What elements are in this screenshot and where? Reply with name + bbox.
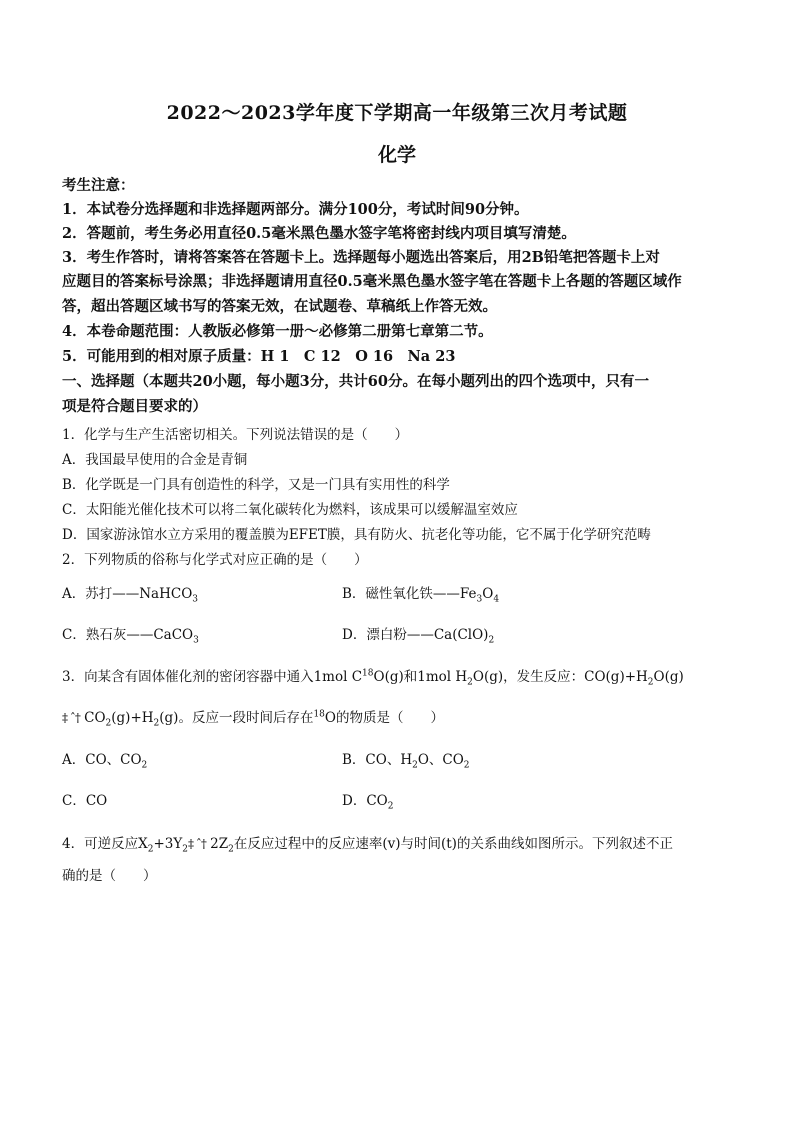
notice-item-5: 5．可能用到的相对原子质量：H 1 C 12 O 16 Na 23 xyxy=(62,348,456,365)
q4-stem-line2: 确的是（ ） xyxy=(62,868,157,884)
q2-option-d: D．漂白粉$——Ca(ClO)_2$ xyxy=(342,627,495,646)
reversible-arrow-icon: ‡ ˆ† xyxy=(62,711,80,725)
notice-item-2: 2．答题前，考生务必用直径0.5毫米黑色墨水签字笔将密封线内项目填写清楚。 xyxy=(62,225,576,242)
q3-stem-line1: 3．向某含有固体催化剂的密闭容器中通入1mol $C^{18}O(g)$和1mol $H_2O(g)$，发生反应：$CO(g)+H_2O(g)$ xyxy=(62,668,684,688)
reversible-arrow-icon: ‡ ˆ† xyxy=(188,837,206,851)
q2-stem: 2．下列物质的俗称与化学式对应正确的是（ ） xyxy=(62,552,368,568)
notice-header: 考生注意： xyxy=(62,177,135,194)
q2-option-c: C．熟石灰——CaCO$_3$ xyxy=(62,627,199,646)
q2-option-a: A．苏打——NaHCO$_3$ xyxy=(62,586,199,605)
section-heading: 一、选择题（本题共20小题，每小题3分，共计60分。在每小题列出的四个选项中，只有一 xyxy=(62,373,649,390)
q2-option-b: B．磁性氧化铁$——Fe_3O_4$ xyxy=(342,586,500,605)
q1-option-d: D．国家游泳馆水立方采用的覆盖膜为EFET膜，具有防火、抗老化等功能，它不属于化学研究范畴 xyxy=(62,527,651,543)
q3-option-a: A．CO、$CO_2$ xyxy=(62,752,148,771)
notice-item-4: 4．本卷命题范围：人教版必修第一册～必修第二册第七章第二节。 xyxy=(62,323,493,340)
q3-option-d: D．$CO_2$ xyxy=(342,793,394,812)
exam-subject: 化学 xyxy=(377,144,416,166)
q3-option-b: B．CO、$H_2O$、$CO_2$ xyxy=(342,752,470,771)
notice-item-3-cont-1: 应题目的答案标号涂黑；非选择题请用直径0.5毫米黑色墨水签字笔在答题卡上各题的答题区域作 xyxy=(62,273,682,290)
q4-stem-line1: 4．可逆反应$X_2+3Y_2\ddagger$ ˆ† $2Z_2$在反应过程中的反应速率(v)与时间(t)的关系曲线如图所示。下列叙述不正 xyxy=(62,836,673,855)
q1-option-a: A．我国最早使用的合金是青铜 xyxy=(62,452,248,468)
exam-title: 2022～2023学年度下学期高一年级第三次月考试题 xyxy=(166,102,628,124)
q3-stem-line2: ‡ ˆ† $CO_2(g)+H_2(g)$。反应一段时间后存在$^{18}$O的物质是（ ） xyxy=(62,709,444,729)
q3-option-c: C．CO xyxy=(62,793,108,809)
notice-item-1: 1．本试卷分选择题和非选择题两部分。满分100分，考试时间90分钟。 xyxy=(62,201,529,218)
q1-option-c: C．太阳能光催化技术可以将二氧化碳转化为燃料，该成果可以缓解温室效应 xyxy=(62,502,518,518)
q1-option-b: B．化学既是一门具有创造性的科学，又是一门具有实用性的科学 xyxy=(62,477,450,493)
notice-item-3: 3．考生作答时，请将答案答在答题卡上。选择题每小题选出答案后，用2B铅笔把答题卡上对 xyxy=(62,249,660,266)
q1-stem: 1．化学与生产生活密切相关。下列说法错误的是（ ） xyxy=(62,427,409,443)
notice-item-3-cont-2: 答，超出答题区域书写的答案无效，在试题卷、草稿纸上作答无效。 xyxy=(62,298,497,315)
section-heading-cont: 项是符合题目要求的） xyxy=(62,398,207,415)
